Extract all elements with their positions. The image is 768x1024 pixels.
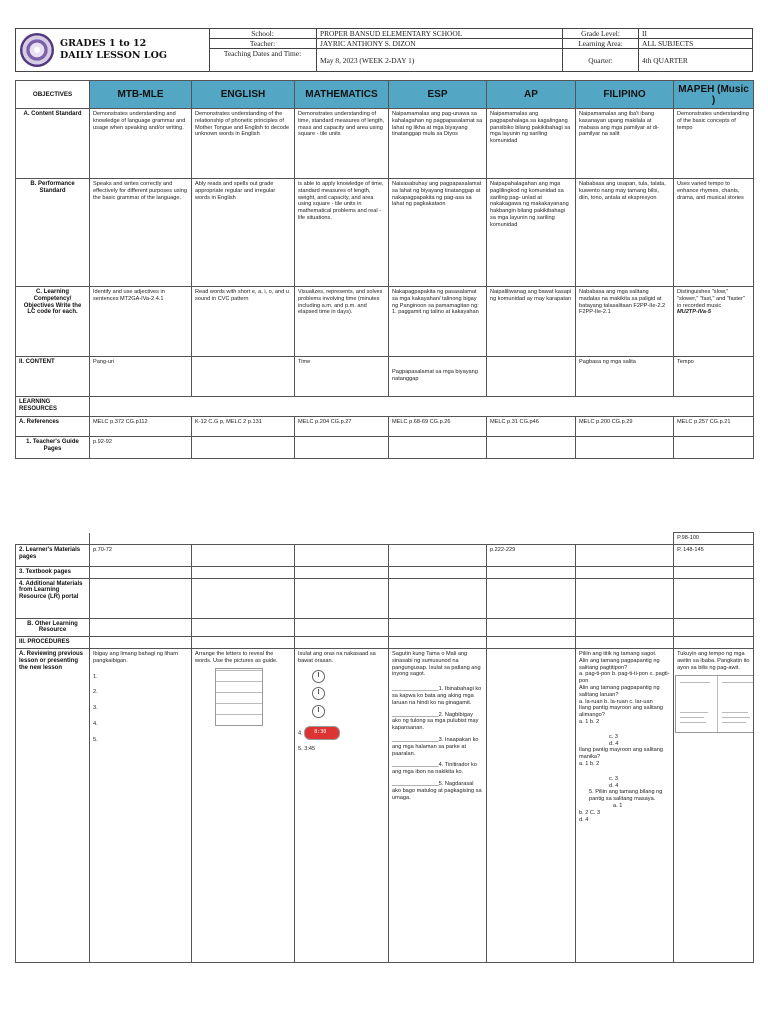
- objectives-header: OBJECTIVES: [16, 81, 90, 109]
- resources-label: LEARNING RESOURCES: [16, 397, 90, 417]
- content-standard-math: Demonstrates understanding of time, standard measures of length, mass and capacity and area using square - tile units: [295, 109, 389, 179]
- competency-mapeh: [674, 287, 754, 357]
- reviewing-ap: [487, 648, 576, 962]
- procedures-label: III. PROCEDURES: [16, 637, 90, 649]
- list-item: a. 1: [613, 802, 623, 809]
- digital-clock-line: [298, 726, 385, 740]
- other-resources-row: [16, 618, 754, 637]
- competency-esp: Nakapagpapakita ng pasasalamat sa mga kakayahan/ talinong bigay ng Panginoon sa pamamagitan ng: 1. paggamit ng talino at kakayahan: [389, 287, 487, 357]
- references-math: MELC p.204 CG.p.27: [295, 417, 389, 437]
- content-row: [16, 357, 754, 397]
- performance-standard-label: B. Performance Standard: [16, 179, 90, 287]
- math-item-5: 5. 3:45: [298, 745, 316, 752]
- school-label: School:: [209, 29, 317, 39]
- list-item: 5.: [93, 736, 98, 743]
- ap-header: AP: [487, 81, 576, 109]
- header-info-grid: [209, 29, 752, 71]
- teacher-label: Teacher:: [209, 39, 317, 49]
- quarter-label: Quarter:: [563, 49, 639, 71]
- references-filipino: MELC p.200 CG.p.29: [576, 417, 674, 437]
- list-item: a. 1 b. 2: [579, 760, 600, 767]
- performance-standard-english: Ably reads and spells out grade appropriate regular and irregular words in English: [192, 179, 295, 287]
- list-item: d. 4: [609, 740, 619, 747]
- deped-seal-icon: [20, 33, 54, 67]
- competency-english: Read words with short e, a, i, o, and u sound in CVC pattern: [192, 287, 295, 357]
- teacher-guide-english: [192, 437, 295, 459]
- list-item: _______________3. Inaapakan ko ang mga halaman sa parke at paaralan.: [392, 736, 479, 757]
- mapeh-header: MAPEH (Music ): [674, 81, 754, 109]
- performance-standard-row: [16, 179, 754, 287]
- reviewing-english-text: Arrange the letters to reveal the words. Use the pictures as guide.: [195, 650, 278, 664]
- competency-math: Visualizes, represents, and solves problems involving time (minutes including a.m. and p.m. and elapsed time in days).: [295, 287, 389, 357]
- grade-value: II: [639, 29, 752, 39]
- additional-materials-row: [16, 578, 754, 618]
- content-math: Time: [295, 357, 389, 397]
- performance-standard-math: is able to apply knowledge of time, standard measures of length, weight, and capacity, and area using square - tile units in mathematical problems and real - life situations.: [295, 179, 389, 287]
- page-one: [0, 0, 768, 490]
- reviewing-esp: [389, 648, 487, 962]
- competency-row: [16, 287, 754, 357]
- teacher-guide-filipino: [576, 437, 674, 459]
- learner-materials-english: [192, 544, 295, 566]
- list-item: Alin ang tamang pagpapantig ng salitang laruan?: [579, 684, 660, 698]
- resources-blank: [90, 397, 754, 417]
- list-item: 4.: [93, 720, 98, 727]
- lesson-log-table-top: [15, 80, 754, 459]
- clock-icon: [312, 670, 325, 683]
- list-item: a. pag-ti-pon b. pag-ti-ti-pon c. pagti-pon: [579, 671, 670, 685]
- content-standard-filipino: Naipamamalas ang iba't ibang kasanayan upang makilala at mabasa ang mga pamilyar at di-pamilyar na salit: [576, 109, 674, 179]
- title-line1: GRADES 1 to 12: [60, 38, 147, 49]
- learner-materials-mapeh: P. 148-145: [674, 544, 754, 566]
- teacher-guide-row: [16, 437, 754, 459]
- content-esp-text: Pagpapasalamat sa mga biyayang natanggap: [392, 369, 478, 382]
- content-english: [192, 357, 295, 397]
- learner-materials-math: [295, 544, 389, 566]
- quarter-value: 4th QUARTER: [642, 56, 688, 65]
- area-label: Learning Area:: [563, 39, 639, 49]
- textbook-row: [16, 566, 754, 578]
- additional-materials-label: 4. Additional Materials from Learning Resource (LR) portal: [16, 578, 90, 618]
- teacher-guide-math: [295, 437, 389, 459]
- references-mapeh: MELC p.257 CG.p.21: [674, 417, 754, 437]
- math-item-4: 4.: [298, 730, 303, 737]
- learner-materials-row: [16, 544, 754, 566]
- reviewing-label: A. Reviewing previous lesson or presenting the new lesson: [16, 648, 90, 962]
- competency-filipino: Nababasa ang mga salitang madalas na makikita sa paligid at batayang talasalitaan F2PP-IIe-2.2 F2PP-IIe-2.1: [576, 287, 674, 357]
- references-ap: MELC p.31 CG.p46: [487, 417, 576, 437]
- reviewing-esp-intro: Sagutin kung Tama o Mali ang sinasabi ng sumusunod na pangungusap. Isulat sa patlang ang inyong sagot.: [392, 650, 481, 678]
- list-item: d. 4: [609, 782, 619, 789]
- content-standard-esp: Naipamamalas ang pag-unawa sa kahalagahan ng pagpapasalamat sa lahat ng likha at mga biyayang tinatanggap mula sa Diyos: [389, 109, 487, 179]
- competency-label: C. Learning Competency/ Objectives Write the LC code for each.: [16, 287, 90, 357]
- teacher-guide-label: 1. Teacher's Guide Pages: [16, 437, 90, 459]
- textbook-label: 3. Textbook pages: [16, 566, 90, 578]
- list-item: _______________1. Ibinabahagi ko sa kapwa ko bata ang aking mga laruan na hindi ko na ginagamit.: [392, 686, 482, 706]
- teacher-guide-mtb: p.92-92: [90, 437, 192, 459]
- list-item: a. 1 b. 2: [579, 718, 600, 725]
- reviewing-math-intro: Isulat ang oras na nakasaad sa bawat orasan.: [298, 650, 376, 664]
- document-header: [15, 28, 753, 72]
- list-item: a. la-ruan b. la-ruan c. lar-uan: [579, 698, 653, 705]
- content-label: II. CONTENT: [16, 357, 90, 397]
- references-english: K-12 C.G p, MELC 2 p.131: [192, 417, 295, 437]
- competency-mtb: Identify and use adjectives in sentences MT2GA-IVa-2.4.1: [90, 287, 192, 357]
- reviewing-mapeh-text: Tukuyin ang tempo ng mga awitin sa ibaba. Pangkatin ito ayon sa bilis ng pag-awit.: [677, 650, 750, 671]
- page-two: [0, 520, 768, 1024]
- content-standard-ap: Naipamamalas ang pagpapahalaga sa kagalingang pansibiko bilang pakikibahagi sa mga layunin ng sariling komunidad: [487, 109, 576, 179]
- reviewing-mapeh: [674, 648, 754, 962]
- learner-materials-ap: p.222-229: [487, 544, 576, 566]
- learner-materials-mtb: p.70-72: [90, 544, 192, 566]
- performance-standard-mtb: Speaks and writes correctly and effectively for different purposes using the basic grammar of the language.: [90, 179, 192, 287]
- title-line2: DAILY LESSON LOG: [60, 50, 167, 61]
- list-item: c. 3: [609, 733, 619, 740]
- dates-label: Teaching Dates and Time:: [209, 49, 317, 71]
- content-standard-english: Demonstrates understanding of the relationship of phonetic principles of Mother Tongue and English to decode unknown words in English: [192, 109, 295, 179]
- list-item: 3.: [93, 705, 98, 712]
- performance-standard-mapeh: Uses varied tempo to enhance rhymes, chants, drama, and musical stories: [674, 179, 754, 287]
- performance-standard-ap: Naipapahalagahan ang mga paglilingkod ng komunidad sa sariling pag- unlad at nakakagawa ng makakayanang hakbangin bilang pakikibahagi sa mga layunin ng sariling komunidad: [487, 179, 576, 287]
- teacher-guide-ap: [487, 437, 576, 459]
- references-row: [16, 417, 754, 437]
- performance-standard-esp: Naisasabuhay ang pagpapasalamat sa lahat ng biyayang tinatanggap at nakapagpapakita ng pag-asa sa lahat ng pagkakataon: [389, 179, 487, 287]
- reviewing-row: [16, 648, 754, 962]
- list-item: 2.: [93, 689, 98, 696]
- mtb-header: MTB-MLE: [90, 81, 192, 109]
- content-esp: [389, 357, 487, 397]
- teacher-guide-continued-row: [16, 533, 754, 545]
- content-filipino: Pagbasa ng mga salita: [576, 357, 674, 397]
- list-item: b. 2 C. 3: [579, 809, 601, 816]
- competency-mapeh-code: MU2TP-IVa-5: [677, 309, 711, 316]
- reviewing-english: [192, 648, 295, 962]
- clock-icon: [312, 687, 325, 700]
- teacher-guide-mapeh: [674, 437, 754, 459]
- list-item: 1.: [93, 673, 98, 680]
- references-esp: MELC p.68-69 CG.p.26: [389, 417, 487, 437]
- references-mtb: MELC p.372 CG.p112: [90, 417, 192, 437]
- lesson-log-table-bottom: [15, 532, 754, 963]
- reviewing-mtb-list: [93, 674, 188, 744]
- tempo-worksheet-image: [675, 675, 754, 733]
- school-value: PROPER BANSUD ELEMENTARY SCHOOL: [317, 29, 563, 39]
- list-item: Alin ang tamang pagpapantig ng salitang pagtitipon?: [579, 657, 660, 671]
- clock-icon: [312, 705, 325, 718]
- grade-label: Grade Level:: [563, 29, 639, 39]
- content-standard-mapeh: Demonstrates understanding of the basic concepts of tempo: [674, 109, 754, 179]
- list-item: _______________5. Nagdarasal ako bago matulog at pagkagising sa umaga.: [392, 780, 482, 801]
- clock-group: [298, 669, 385, 722]
- competency-ap: Naipaliliwanag ang bawat kasapi ng komunidad ay may karapatan: [487, 287, 576, 357]
- reviewing-mtb: [90, 648, 192, 962]
- teacher-value: JAYRIC ANTHONY S. DIZON: [317, 39, 563, 49]
- reviewing-math: [295, 648, 389, 962]
- list-item: Ilang pantig mayroon ang salitang manika?: [579, 747, 663, 761]
- dates-value: May 8, 2023 (WEEK 2-DAY 1): [317, 49, 563, 71]
- learner-materials-label: 2. Learner's Materials pages: [16, 544, 90, 566]
- content-standard-mtb: Demonstrates understanding and knowledge of language grammar and usage when speaking and/or writing.: [90, 109, 192, 179]
- learner-materials-filipino: [576, 544, 674, 566]
- other-resources-label: B. Other Learning Resource: [16, 618, 90, 637]
- esp-header: ESP: [389, 81, 487, 109]
- math-header: MATHEMATICS: [295, 81, 389, 109]
- teacher-guide-esp: [389, 437, 487, 459]
- procedures-row: [16, 637, 754, 649]
- header-logo-cell: [16, 29, 210, 71]
- document-title: [60, 38, 167, 62]
- english-header: ENGLISH: [192, 81, 295, 109]
- digital-clock-icon: [304, 726, 340, 740]
- reviewing-mtb-intro: Ibigay ang limang bahagi ng liham pangkaibigan.: [93, 650, 178, 664]
- teacher-guide-mapeh-value: P.98-100: [674, 533, 754, 545]
- content-standard-label: A. Content Standard: [16, 109, 90, 179]
- resources-row: [16, 397, 754, 417]
- content-standard-row: [16, 109, 754, 179]
- content-mtb: Pang-uri: [90, 357, 192, 397]
- column-header-row: [16, 81, 754, 109]
- competency-mapeh-text: Distinguishes "slow," "slower," "fast," and "faster" in recorded music: [677, 289, 745, 309]
- reviewing-filipino: [576, 648, 674, 962]
- word-picture-image: [215, 668, 263, 726]
- filipino-header: FILIPINO: [576, 81, 674, 109]
- area-value: ALL SUBJECTS: [639, 39, 752, 49]
- references-label: A. References: [16, 417, 90, 437]
- list-item: Piliin ang titik ng tamang sagot.: [579, 650, 657, 657]
- content-ap: [487, 357, 576, 397]
- content-mapeh: Tempo: [674, 357, 754, 397]
- performance-standard-filipino: Nababasa ang usapan, tula, talata, kuwento nang may tamang bilis, diin, tono, antala at ekspresyon: [576, 179, 674, 287]
- list-item: _______________2. Nagbibigay ako ng tulong sa mga pulubist may kapansanan.: [392, 711, 479, 732]
- list-item: Ilang pantig mayroon ang salitang alimango?: [579, 705, 663, 719]
- list-item: 5. Piliin ang tamang bilang ng pantig sa salitang masaya.: [589, 789, 663, 803]
- list-item: c. 3: [609, 775, 619, 782]
- learner-materials-esp: [389, 544, 487, 566]
- list-item: d. 4: [579, 816, 589, 823]
- list-item: _______________4. Tinitirador ko ang mga ibon na nakikita ko.: [392, 762, 477, 776]
